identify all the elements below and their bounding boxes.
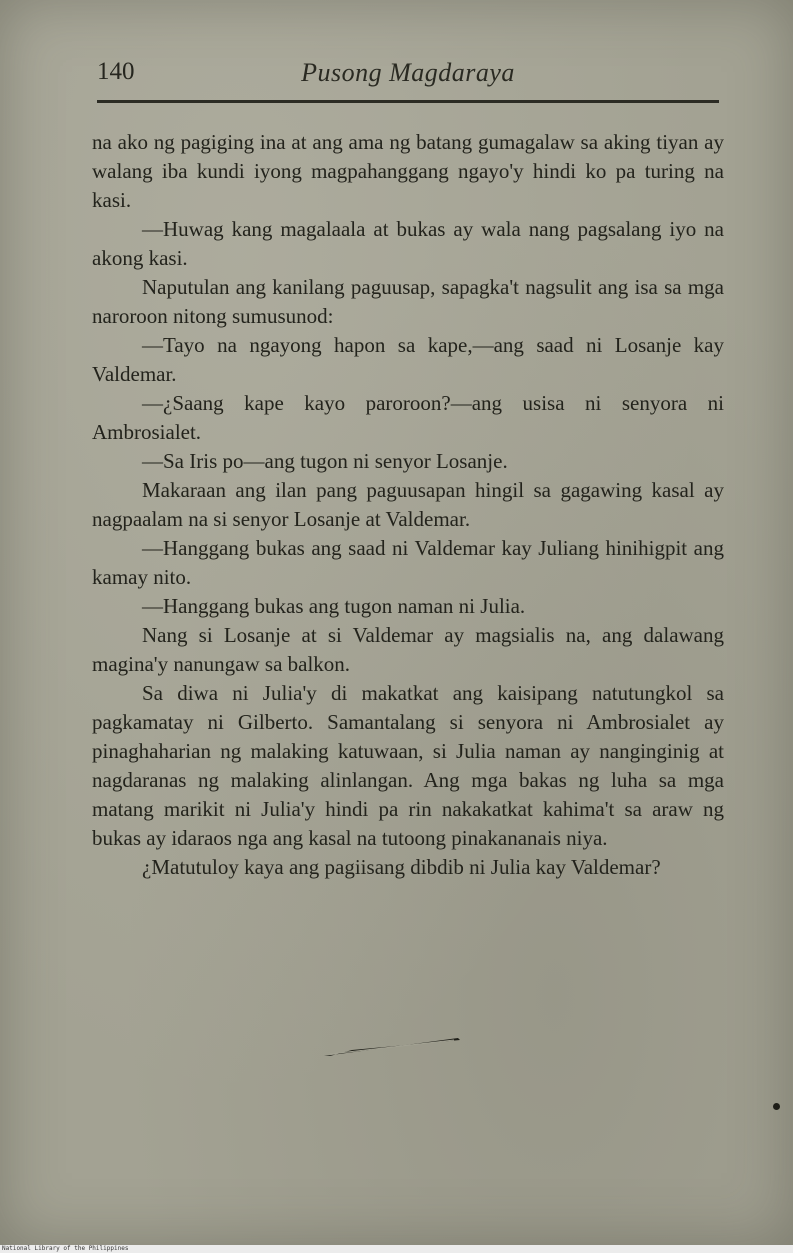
running-title: Pusong Magdaraya bbox=[301, 58, 515, 87]
ink-speck bbox=[773, 1103, 780, 1110]
paragraph: ¿Matutuloy kaya ang pagiisang dibdib ni Julia kay Valdemar? bbox=[142, 855, 661, 879]
end-ornament-icon bbox=[322, 1030, 462, 1060]
paragraph: Nang si Losanje at si Valdemar ay magsialis na, ang dalawang magina'y nanungaw sa balkon. bbox=[92, 623, 724, 676]
library-watermark: National Library of the Philippines bbox=[2, 1245, 129, 1252]
body-text bbox=[92, 128, 724, 882]
paragraph: Makaraan ang ilan pang paguusapan hingil sa gagawing kasal ay nagpaalam na si senyor Losanje at Valdemar. bbox=[92, 478, 724, 531]
page-header bbox=[97, 56, 719, 96]
paragraph: —Hanggang bukas ang saad ni Valdemar kay Juliang hinihigpit ang kamay nito. bbox=[92, 536, 724, 589]
paragraph: —¿Saang kape kayo paroroon?—ang usisa ni senyora ni Ambrosialet. bbox=[92, 391, 724, 444]
paragraph: Sa diwa ni Julia'y di makatkat ang kaisipang natutungkol sa pagkamatay ni Gilberto. Samantalang si senyora ni Ambrosialet ay pinaghaharian ng malaking katuwaan, si Julia naman ay nanginginig at nagdaranas ng malaking alinlangan. Ang mga bakas ng luha sa mga matang marikit ni Julia'y hindi pa rin nakakatkat kahima't sa araw ng bukas ay idaraos nga ang kasal na tutoong pinakananais niya. bbox=[92, 681, 724, 850]
header-rule bbox=[97, 100, 719, 103]
paragraph: —Huwag kang magalaala at bukas ay wala nang pagsalang iyo na akong kasi. bbox=[92, 217, 724, 270]
paragraph: —Hanggang bukas ang tugon naman ni Julia. bbox=[142, 594, 526, 618]
page-number: 140 bbox=[97, 58, 135, 85]
paragraph: na ako ng pagiging ina at ang ama ng batang gumagalaw sa aking tiyan ay walang iba kundi iyong magpahanggang ngayo'y hindi ko pa turing na kasi. bbox=[92, 130, 724, 212]
paragraph: —Sa Iris po—ang tugon ni senyor Losanje. bbox=[142, 449, 508, 473]
paragraph: —Tayo na ngayong hapon sa kape,—ang saad ni Losanje kay Valdemar. bbox=[92, 333, 724, 386]
paragraph: Naputulan ang kanilang paguusap, sapagka't nagsulit ang isa sa mga naroroon nitong sumusunod: bbox=[92, 275, 724, 328]
